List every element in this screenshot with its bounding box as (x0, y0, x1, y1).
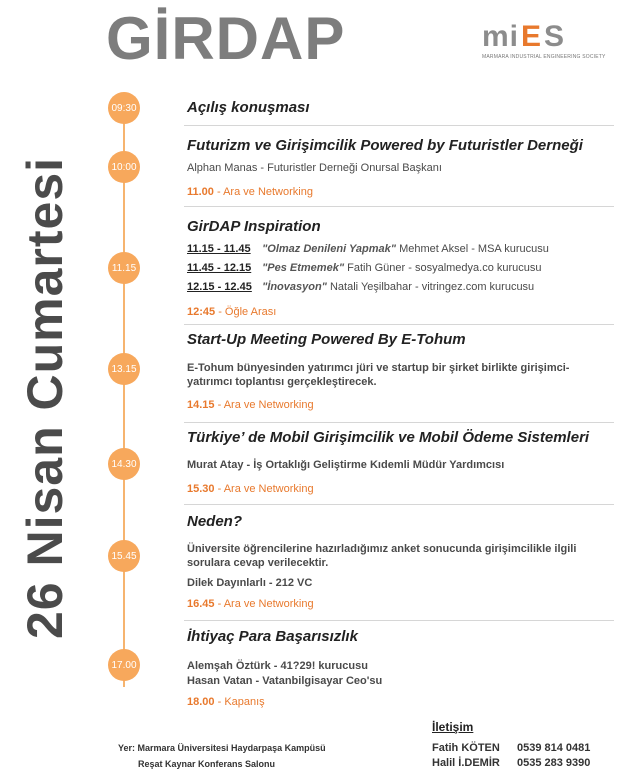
venue-line: Yer: Marmara Üniversitesi Haydarpaşa Kampüsü (118, 743, 326, 753)
break-line (187, 483, 314, 495)
break-label: Öğle Arası (224, 306, 277, 318)
venue-line: Reşat Kaynar Konferans Salonu (138, 759, 276, 769)
logo-text-accent: E (521, 20, 543, 53)
break-time: 16.45 (187, 598, 215, 610)
break-separator: - (214, 399, 224, 411)
event-title: GİRDAP (106, 5, 346, 72)
break-separator: - (214, 598, 224, 610)
break-time: 12:45 (187, 306, 216, 318)
divider (184, 206, 614, 207)
contact-name: Halil İ.DEMİR (432, 757, 500, 769)
break-line (187, 696, 265, 708)
contact-phone: 0539 814 0481 (517, 742, 591, 754)
section-title: Futurizm ve Girişimcilik Powered by Futuristler Derneği (187, 137, 583, 154)
break-label: Kapanış (224, 696, 265, 708)
section-title: İhtiyaç Para Başarısızlık (187, 628, 358, 645)
logo-text-left: mi (482, 20, 520, 53)
logo-text-right: S (544, 20, 566, 53)
side-date (10, 138, 80, 658)
contact-title: İletişim (432, 720, 474, 734)
divider (184, 422, 614, 423)
speaker-line: Alemşah Öztürk - 41?29! kurucusu (187, 660, 368, 672)
speaker-line: Hasan Vatan - Vatanbilgisayar Ceo'su (187, 675, 383, 687)
description-line: sorulara cevap verilecektir. (187, 557, 329, 569)
section-title: Neden? (187, 513, 243, 530)
talk-range: 12.15 - 12.45 (187, 281, 252, 293)
talk-row (187, 261, 542, 275)
time-badge: 11.15 (108, 252, 140, 284)
contact-phone: 0535 283 9390 (517, 757, 591, 769)
contact-block (432, 720, 590, 771)
time-badge: 09:30 (108, 92, 140, 124)
time-badge: 14.30 (108, 448, 140, 480)
break-line (187, 306, 276, 318)
break-time: 14.15 (187, 399, 215, 411)
contact-row (432, 756, 590, 771)
divider (184, 504, 614, 505)
speaker-line: Alphan Manas - Futuristler Derneği Onursal Başkanı (187, 162, 442, 174)
break-time: 18.00 (187, 696, 215, 708)
divider (184, 125, 614, 126)
section-title: Açılış konuşması (187, 99, 310, 116)
break-label: Ara ve Networking (223, 399, 314, 411)
mies-logo (482, 20, 606, 64)
break-separator: - (214, 483, 224, 495)
talk-range: 11.15 - 11.45 (187, 243, 251, 255)
side-date-text: 26 Nisan Cumartesi (17, 156, 73, 640)
break-line (187, 399, 314, 411)
talk-speaker: Natali Yeşilbahar - vitringez.com kurucusu (329, 281, 535, 293)
talk-range: 11.45 - 12.15 (187, 262, 252, 274)
break-separator: - (214, 696, 225, 708)
divider (184, 620, 614, 621)
break-label: Ara ve Networking (223, 598, 314, 610)
break-line (187, 186, 313, 198)
talk-speaker: Fatih Güner - sosyalmedya.co kurucusu (347, 262, 542, 274)
timeline-line (123, 112, 125, 687)
time-badge: 13.15 (108, 353, 140, 385)
break-time: 11.00 (187, 186, 214, 198)
break-label: Ara ve Networking (223, 483, 314, 495)
description-line: Üniversite öğrencilerine hazırladığımız anket sonucunda girişimcilikle ilgili (187, 543, 577, 555)
talk-row (187, 242, 549, 256)
section-title: Türkiye’ de Mobil Girişimcilik ve Mobil Ödeme Sistemleri (187, 429, 590, 446)
talk-quote: "Olmaz Denileni Yapmak" (262, 243, 396, 255)
talk-quote: "İnovasyon" (262, 281, 327, 293)
venue-info (118, 740, 326, 772)
talk-row (187, 280, 534, 294)
contact-name: Fatih KÖTEN (432, 742, 500, 754)
divider (184, 324, 614, 325)
description-line: yatırımcı toplantısı gerçekleştirecek. (187, 376, 377, 388)
contact-row (432, 741, 590, 756)
break-line (187, 598, 314, 610)
talk-speaker: Mehmet Aksel - MSA kurucusu (399, 243, 549, 255)
time-badge: 10:00 (108, 151, 140, 183)
section-title: Start-Up Meeting Powered By E-Tohum (187, 331, 466, 348)
break-separator: - (215, 306, 225, 318)
break-label: Ara ve Networking (223, 186, 313, 198)
logo-tagline: MARMARA INDUSTRIAL ENGINEERING SOCIETY (482, 54, 606, 60)
break-time: 15.30 (187, 483, 215, 495)
time-badge: 15.45 (108, 540, 140, 572)
talk-quote: "Pes Etmemek" (262, 262, 345, 274)
speaker-line: Murat Atay - İş Ortaklığı Geliştirme Kıdemli Müdür Yardımcısı (187, 459, 505, 471)
description-line: E-Tohum bünyesinden yatırımcı jüri ve startup bir şirket birlikte girişimci- (187, 362, 570, 374)
section-title: GirDAP Inspiration (187, 218, 321, 235)
break-separator: - (213, 186, 224, 198)
speaker-line: Dilek Dayınlarlı - 212 VC (187, 577, 313, 589)
time-badge: 17.00 (108, 649, 140, 681)
